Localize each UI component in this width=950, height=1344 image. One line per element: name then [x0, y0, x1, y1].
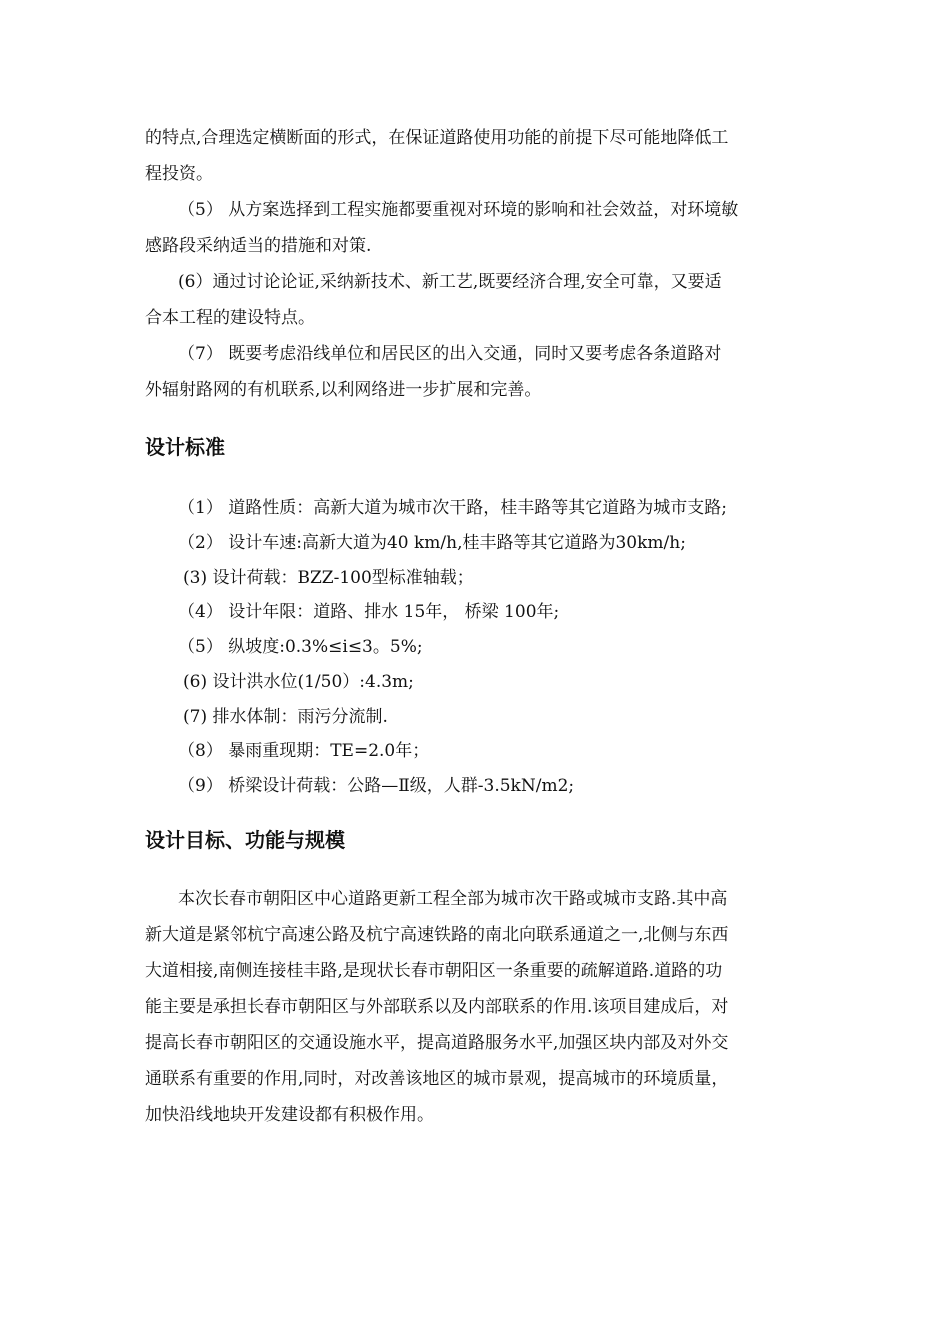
goals-line: 提高长春市朝阳区的交通设施水平，提高道路服务水平,加强区块内部及对外交: [145, 1033, 729, 1053]
intro-line: 外辐射路网的有机联系,以利网络进一步扩展和完善。: [145, 380, 542, 400]
standard-item: （4） 设计年限：道路、排水 15年， 桥梁 100年;: [178, 602, 560, 622]
standard-item: （8） 暴雨重现期：TE=2.0年；: [178, 741, 430, 761]
goals-line: 能主要是承担长春市朝阳区与外部联系以及内部联系的作用.该项目建成后，对: [145, 997, 729, 1017]
intro-line: 的特点,合理选定横断面的形式，在保证道路使用功能的前提下尽可能地降低工: [145, 128, 729, 148]
standard-item: （9） 桥梁设计荷载：公路—Ⅱ级，人群-3.5kN/m2;: [178, 776, 575, 796]
standard-item: （1） 道路性质：高新大道为城市次干路，桂丰路等其它道路为城市支路;: [178, 498, 727, 518]
goals-line: 通联系有重要的作用,同时，对改善该地区的城市景观，提高城市的环境质量，: [145, 1069, 729, 1089]
goals-line: 本次长春市朝阳区中心道路更新工程全部为城市次干路或城市支路.其中高: [178, 889, 728, 909]
intro-line: （5） 从方案选择到工程实施都要重视对环境的影响和社会效益，对环境敏: [178, 200, 739, 220]
intro-line: 感路段采纳适当的措施和对策.: [145, 236, 372, 256]
standard-item: (6) 设计洪水位(1/50）:4.3m;: [183, 672, 414, 692]
intro-line: 程投资。: [145, 164, 213, 184]
goals-line: 大道相接,南侧连接桂丰路,是现状长春市朝阳区一条重要的疏解道路.道路的功: [145, 961, 723, 981]
goals-line: 新大道是紧邻杭宁高速公路及杭宁高速铁路的南北向联系通道之一,北侧与东西: [145, 925, 729, 945]
section-heading-standards: 设计标准: [145, 435, 225, 459]
intro-line: 合本工程的建设特点。: [145, 308, 315, 328]
standard-item: （2） 设计车速:高新大道为40 km/h,桂丰路等其它道路为30km/h;: [178, 533, 686, 553]
standard-item: (3) 设计荷载：BZZ-100型标准轴载；: [183, 568, 474, 588]
goals-line: 加快沿线地块开发建设都有积极作用。: [145, 1105, 434, 1125]
section-heading-goals: 设计目标、功能与规模: [145, 828, 345, 852]
standard-item: （5） 纵坡度:0.3%≤i≤3。5%;: [178, 637, 423, 657]
standard-item: (7) 排水体制：雨污分流制.: [183, 707, 388, 727]
intro-line: (6）通过讨论论证,采纳新技术、新工艺,既要经济合理,安全可靠，又要适: [178, 272, 722, 292]
intro-line: （7） 既要考虑沿线单位和居民区的出入交通，同时又要考虑各条道路对: [178, 344, 722, 364]
